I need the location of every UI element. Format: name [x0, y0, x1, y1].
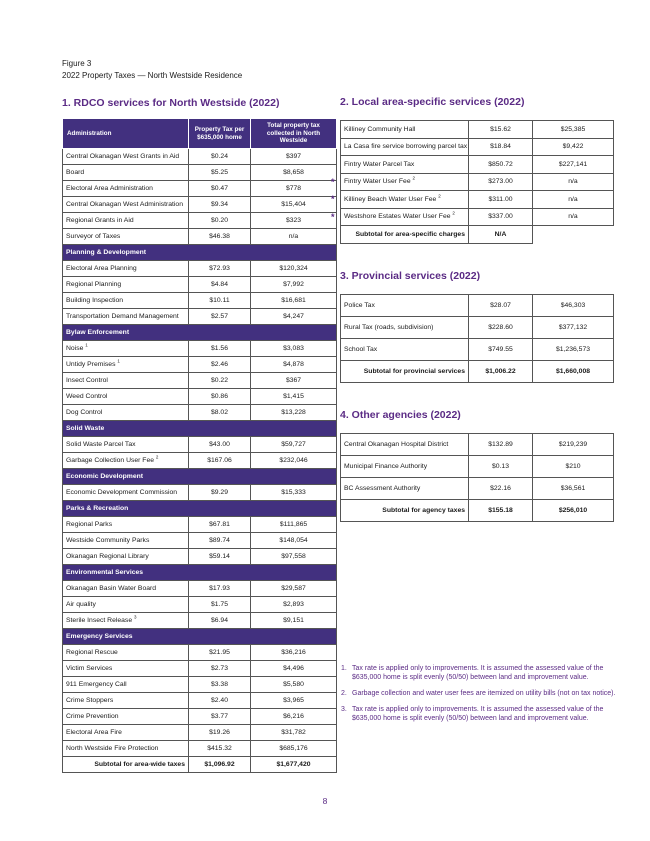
table-row [63, 453, 337, 469]
table-row [63, 613, 337, 629]
section-header-label: Parks & Recreation [63, 501, 337, 517]
tax-per-home-value: $43.00 [189, 437, 251, 453]
rdco-table [62, 118, 337, 773]
total-collected-value: $59,727 [251, 437, 337, 453]
tax-per-home-value: $0.24 [189, 149, 251, 165]
total-collected-value: $232,046 [251, 453, 337, 469]
total-collected-value: $97,558 [251, 549, 337, 565]
section-header-label: Economic Development [63, 469, 337, 485]
subtotal-total-value: $1,660,008 [533, 360, 614, 382]
tax-per-home-value: $132.89 [469, 433, 533, 455]
table-row [63, 165, 337, 181]
total-collected-value: $1,415 [251, 389, 337, 405]
total-collected-value: n/a [533, 173, 614, 191]
service-label: Transportation Demand Management [63, 309, 189, 325]
service-label: Building Inspection [63, 293, 189, 309]
section-title-rdco: 1. RDCO services for North Westside (2022) [62, 97, 280, 109]
tax-per-home-value: $9.34 [189, 197, 251, 213]
tax-per-home-value: $1.75 [189, 597, 251, 613]
total-collected-value: $13,228 [251, 405, 337, 421]
left-column [62, 58, 336, 773]
tax-per-home-value: $749.55 [469, 338, 533, 360]
table-row [341, 173, 614, 191]
total-collected-value: $3,965 [251, 693, 337, 709]
page-number: 8 [322, 796, 328, 806]
total-collected-value: $2,893 [251, 597, 337, 613]
footnotes [341, 664, 617, 730]
tax-per-home-value: $72.93 [189, 261, 251, 277]
subtotal-tax-value: $155.18 [469, 499, 533, 521]
service-label: Okanagan Basin Water Board [63, 581, 189, 597]
footnote-number: 2. [341, 690, 347, 697]
provincial-table-body [341, 294, 614, 382]
tax-per-home-value: $6.94 [189, 613, 251, 629]
asterisk-marker: * [331, 211, 335, 222]
total-collected-value: $25,385 [533, 121, 614, 139]
table-row [63, 389, 337, 405]
service-label: Noise $^1$ [63, 341, 189, 357]
service-label: North Westside Fire Protection [63, 741, 189, 757]
rdco-table-body [63, 149, 337, 773]
footnote-ref: 3 [134, 614, 137, 620]
table-row [63, 373, 337, 389]
table-row [63, 181, 337, 197]
table-row [63, 517, 337, 533]
subtotal-row [63, 757, 337, 773]
tax-per-home-value: $3.77 [189, 709, 251, 725]
table-row [63, 277, 337, 293]
table-row [341, 477, 614, 499]
service-label: Electoral Area Planning [63, 261, 189, 277]
tax-per-home-value: $22.16 [469, 477, 533, 499]
total-collected-value: $4,496 [251, 661, 337, 677]
tax-per-home-value: $21.95 [189, 645, 251, 661]
total-collected-value: $36,216 [251, 645, 337, 661]
service-label: Solid Waste Parcel Tax [63, 437, 189, 453]
rdco-column-administration: Administration [63, 119, 189, 149]
footnote-item [341, 705, 617, 723]
service-label: Economic Development Commission [63, 485, 189, 501]
table-row [341, 156, 614, 174]
service-label: Garbage Collection User Fee $^2$ [63, 453, 189, 469]
table-row [341, 294, 614, 316]
table-row [341, 338, 614, 360]
service-label: Crime Prevention [63, 709, 189, 725]
service-label: Rural Tax (roads, subdivision) [341, 316, 469, 338]
footnote-ref: 2 [412, 175, 416, 181]
table-row [63, 149, 337, 165]
service-label: Central Okanagan Hospital District [341, 433, 469, 455]
table-row [63, 357, 337, 373]
service-label: * Killiney Beach Water User Fee $^2$ [341, 191, 469, 209]
service-label: Regional Grants in Aid [63, 213, 189, 229]
table-row [63, 213, 337, 229]
service-label: Regional Rescue [63, 645, 189, 661]
subtotal-tax-value: N/A [469, 226, 533, 244]
tax-per-home-value: $167.06 [189, 453, 251, 469]
total-collected-value: $29,587 [251, 581, 337, 597]
total-collected-value: $16,681 [251, 293, 337, 309]
table-row [63, 229, 337, 245]
total-collected-value: $3,083 [251, 341, 337, 357]
footnote-ref: 2 [438, 193, 441, 199]
section-header-row [63, 629, 337, 645]
total-collected-value: $367 [251, 373, 337, 389]
service-label: Okanagan Regional Library [63, 549, 189, 565]
table-row [63, 549, 337, 565]
section-title-local: 2. Local area-specific services (2022) [340, 96, 525, 108]
total-collected-value: $219,239 [533, 433, 614, 455]
total-collected-value: $8,658 [251, 165, 337, 181]
tax-per-home-value: $228.60 [469, 316, 533, 338]
table-row [341, 316, 614, 338]
total-collected-value: $4,247 [251, 309, 337, 325]
subtotal-total-value: $1,677,420 [251, 757, 337, 773]
rdco-header-row [63, 119, 337, 149]
table-row [341, 433, 614, 455]
table-row [63, 581, 337, 597]
service-label: Central Okanagan West Grants in Aid [63, 149, 189, 165]
tax-per-home-value: $850.72 [469, 156, 533, 174]
agencies-table [340, 433, 614, 522]
table-row [63, 485, 337, 501]
table-row [63, 677, 337, 693]
total-collected-value: $7,992 [251, 277, 337, 293]
service-label: * Westshore Estates Water User Fee $^2$ [341, 208, 469, 226]
tax-per-home-value: $5.25 [189, 165, 251, 181]
table-row [63, 709, 337, 725]
subtotal-row [341, 360, 614, 382]
tax-per-home-value: $0.13 [469, 455, 533, 477]
total-collected-value: $36,561 [533, 477, 614, 499]
table-row [63, 693, 337, 709]
total-collected-value: $685,176 [251, 741, 337, 757]
service-label: Municipal Finance Authority [341, 455, 469, 477]
total-collected-value: $15,404 [251, 197, 337, 213]
tax-per-home-value: $4.84 [189, 277, 251, 293]
tax-per-home-value: $0.22 [189, 373, 251, 389]
service-label: 911 Emergency Call [63, 677, 189, 693]
footnote-text: Tax rate is applied only to improvements. It is assumed the assessed value of the $635,000 home is split evenly (50/50) between land and improvement value. [352, 706, 604, 722]
total-collected-value: $323 [251, 213, 337, 229]
service-label: Killiney Community Hall [341, 121, 469, 139]
subtotal-label: Subtotal for provincial services [341, 360, 469, 382]
service-label: Regional Parks [63, 517, 189, 533]
subtotal-label: Subtotal for area-specific charges [341, 226, 469, 244]
tax-per-home-value: $0.47 [189, 181, 251, 197]
service-label: Regional Planning [63, 277, 189, 293]
section-header-row [63, 469, 337, 485]
service-label: Victim Services [63, 661, 189, 677]
table-row [63, 741, 337, 757]
table-row [63, 261, 337, 277]
service-label: Board [63, 165, 189, 181]
provincial-table [340, 294, 614, 383]
table-row [341, 208, 614, 226]
asterisk-marker: * [331, 194, 335, 205]
service-label: * Fintry Water User Fee $^2$ [341, 173, 469, 191]
total-collected-value: $6,216 [251, 709, 337, 725]
tax-per-home-value: $1.56 [189, 341, 251, 357]
table-row [63, 405, 337, 421]
total-collected-value: $377,132 [533, 316, 614, 338]
table-row [63, 661, 337, 677]
tax-per-home-value: $415.32 [189, 741, 251, 757]
total-collected-value: $15,333 [251, 485, 337, 501]
total-collected-value: $9,151 [251, 613, 337, 629]
tax-per-home-value: $19.26 [189, 725, 251, 741]
total-collected-value: $9,422 [533, 138, 614, 156]
service-label: Central Okanagan West Administration [63, 197, 189, 213]
tax-per-home-value: $17.93 [189, 581, 251, 597]
service-label: BC Assessment Authority [341, 477, 469, 499]
tax-per-home-value: $8.02 [189, 405, 251, 421]
tax-per-home-value: $28.07 [469, 294, 533, 316]
tax-per-home-value: $15.62 [469, 121, 533, 139]
total-collected-value: $5,580 [251, 677, 337, 693]
service-label: Untidy Premises $^1$ [63, 357, 189, 373]
rdco-column-total-collected: Total property tax collected in North Westside [251, 119, 337, 149]
service-label: Surveyor of Taxes [63, 229, 189, 245]
section-header-row [63, 565, 337, 581]
asterisk-marker: * [331, 176, 335, 187]
subtotal-row [341, 499, 614, 521]
service-label: Electoral Area Administration [63, 181, 189, 197]
service-label: School Tax [341, 338, 469, 360]
tax-per-home-value: $3.38 [189, 677, 251, 693]
tax-per-home-value: $67.81 [189, 517, 251, 533]
subtotal-tax-value: $1,096.92 [189, 757, 251, 773]
total-collected-value: $31,782 [251, 725, 337, 741]
tax-per-home-value: $2.40 [189, 693, 251, 709]
total-collected-value: n/a [533, 191, 614, 209]
agencies-table-body [341, 433, 614, 521]
figure-label: Figure 3 [62, 59, 92, 68]
footnote-ref: 2 [155, 454, 159, 460]
tax-per-home-value: $0.20 [189, 213, 251, 229]
tax-per-home-value: $89.74 [189, 533, 251, 549]
service-label: Crime Stoppers [63, 693, 189, 709]
tax-per-home-value: $2.46 [189, 357, 251, 373]
footnote-item [341, 664, 617, 682]
right-column [331, 96, 613, 522]
tax-per-home-value: $10.11 [189, 293, 251, 309]
rdco-column-tax-per-home: Property Tax per $635,000 home [189, 119, 251, 149]
footnote-number: 3. [341, 706, 347, 713]
table-row [341, 455, 614, 477]
total-collected-value: $210 [533, 455, 614, 477]
footnote-text: Tax rate is applied only to improvements. It is assumed the assessed value of the $635,000 home is split evenly (50/50) between land and improvement value. [352, 665, 604, 681]
service-label: Insect Control [63, 373, 189, 389]
table-row [341, 138, 614, 156]
subtotal-label: Subtotal for agency taxes [341, 499, 469, 521]
section-header-row [63, 245, 337, 261]
tax-per-home-value: $2.73 [189, 661, 251, 677]
total-collected-value: n/a [251, 229, 337, 245]
table-row [63, 437, 337, 453]
section-header-label: Bylaw Enforcement [63, 325, 337, 341]
section-header-label: Emergency Services [63, 629, 337, 645]
tax-per-home-value: $2.57 [189, 309, 251, 325]
table-row [63, 597, 337, 613]
section-title-provincial: 3. Provincial services (2022) [340, 269, 481, 282]
local-table [331, 120, 614, 244]
table-row [63, 197, 337, 213]
table-row [63, 309, 337, 325]
service-label: Westside Community Parks [63, 533, 189, 549]
section-header-label: Solid Waste [63, 421, 337, 437]
total-collected-value: $111,865 [251, 517, 337, 533]
table-row [341, 191, 614, 209]
table-row [63, 293, 337, 309]
section-header-row [63, 501, 337, 517]
total-collected-value: $397 [251, 149, 337, 165]
table-row [63, 725, 337, 741]
subtotal-label: Subtotal for area-wide taxes [63, 757, 189, 773]
total-collected-value: $46,303 [533, 294, 614, 316]
tax-per-home-value: $46.38 [189, 229, 251, 245]
tax-per-home-value: $337.00 [469, 208, 533, 226]
section-title-agencies: 4. Other agencies (2022) [340, 408, 461, 421]
service-label: Air quality [63, 597, 189, 613]
service-label: Police Tax [341, 294, 469, 316]
figure-title: 2022 Property Taxes — North Westside Residence [62, 70, 243, 80]
rdco-table-header [63, 119, 337, 149]
table-row [63, 645, 337, 661]
table-row [341, 121, 614, 139]
total-collected-value: $120,324 [251, 261, 337, 277]
tax-per-home-value: $273.00 [469, 173, 533, 191]
table-row [63, 533, 337, 549]
total-collected-value: $4,878 [251, 357, 337, 373]
service-label: Dog Control [63, 405, 189, 421]
local-table-body [331, 121, 614, 244]
total-collected-value: n/a [533, 208, 614, 226]
service-label: La Casa fire service borrowing parcel tax [341, 138, 469, 156]
service-label: Sterile Insect Release $^3$ [63, 613, 189, 629]
service-label: Weed Control [63, 389, 189, 405]
subtotal-tax-value: $1,006.22 [469, 360, 533, 382]
table-row [63, 341, 337, 357]
tax-per-home-value: $311.00 [469, 191, 533, 209]
footnote-item [341, 689, 617, 698]
subtotal-total-empty [533, 226, 614, 244]
service-label: Fintry Water Parcel Tax [341, 156, 469, 174]
section-header-row [63, 325, 337, 341]
total-collected-value: $227,141 [533, 156, 614, 174]
footnote-ref: 1 [85, 342, 88, 348]
tax-per-home-value: $0.86 [189, 389, 251, 405]
footnote-ref: 2 [452, 210, 455, 216]
total-collected-value: $148,054 [251, 533, 337, 549]
footnote-number: 1. [341, 665, 347, 672]
footnote-ref: 1 [117, 358, 120, 364]
total-collected-value: $1,236,573 [533, 338, 614, 360]
footnote-text: Garbage collection and water user fees are itemized on utility bills (not on tax notice). [352, 690, 616, 697]
service-label: Electoral Area Fire [63, 725, 189, 741]
tax-per-home-value: $9.29 [189, 485, 251, 501]
section-header-row [63, 421, 337, 437]
subtotal-row [341, 226, 614, 244]
section-header-label: Environmental Services [63, 565, 337, 581]
tax-per-home-value: $18.84 [469, 138, 533, 156]
tax-per-home-value: $59.14 [189, 549, 251, 565]
section-header-label: Planning & Development [63, 245, 337, 261]
subtotal-total-value: $256,010 [533, 499, 614, 521]
total-collected-value: $778 [251, 181, 337, 197]
